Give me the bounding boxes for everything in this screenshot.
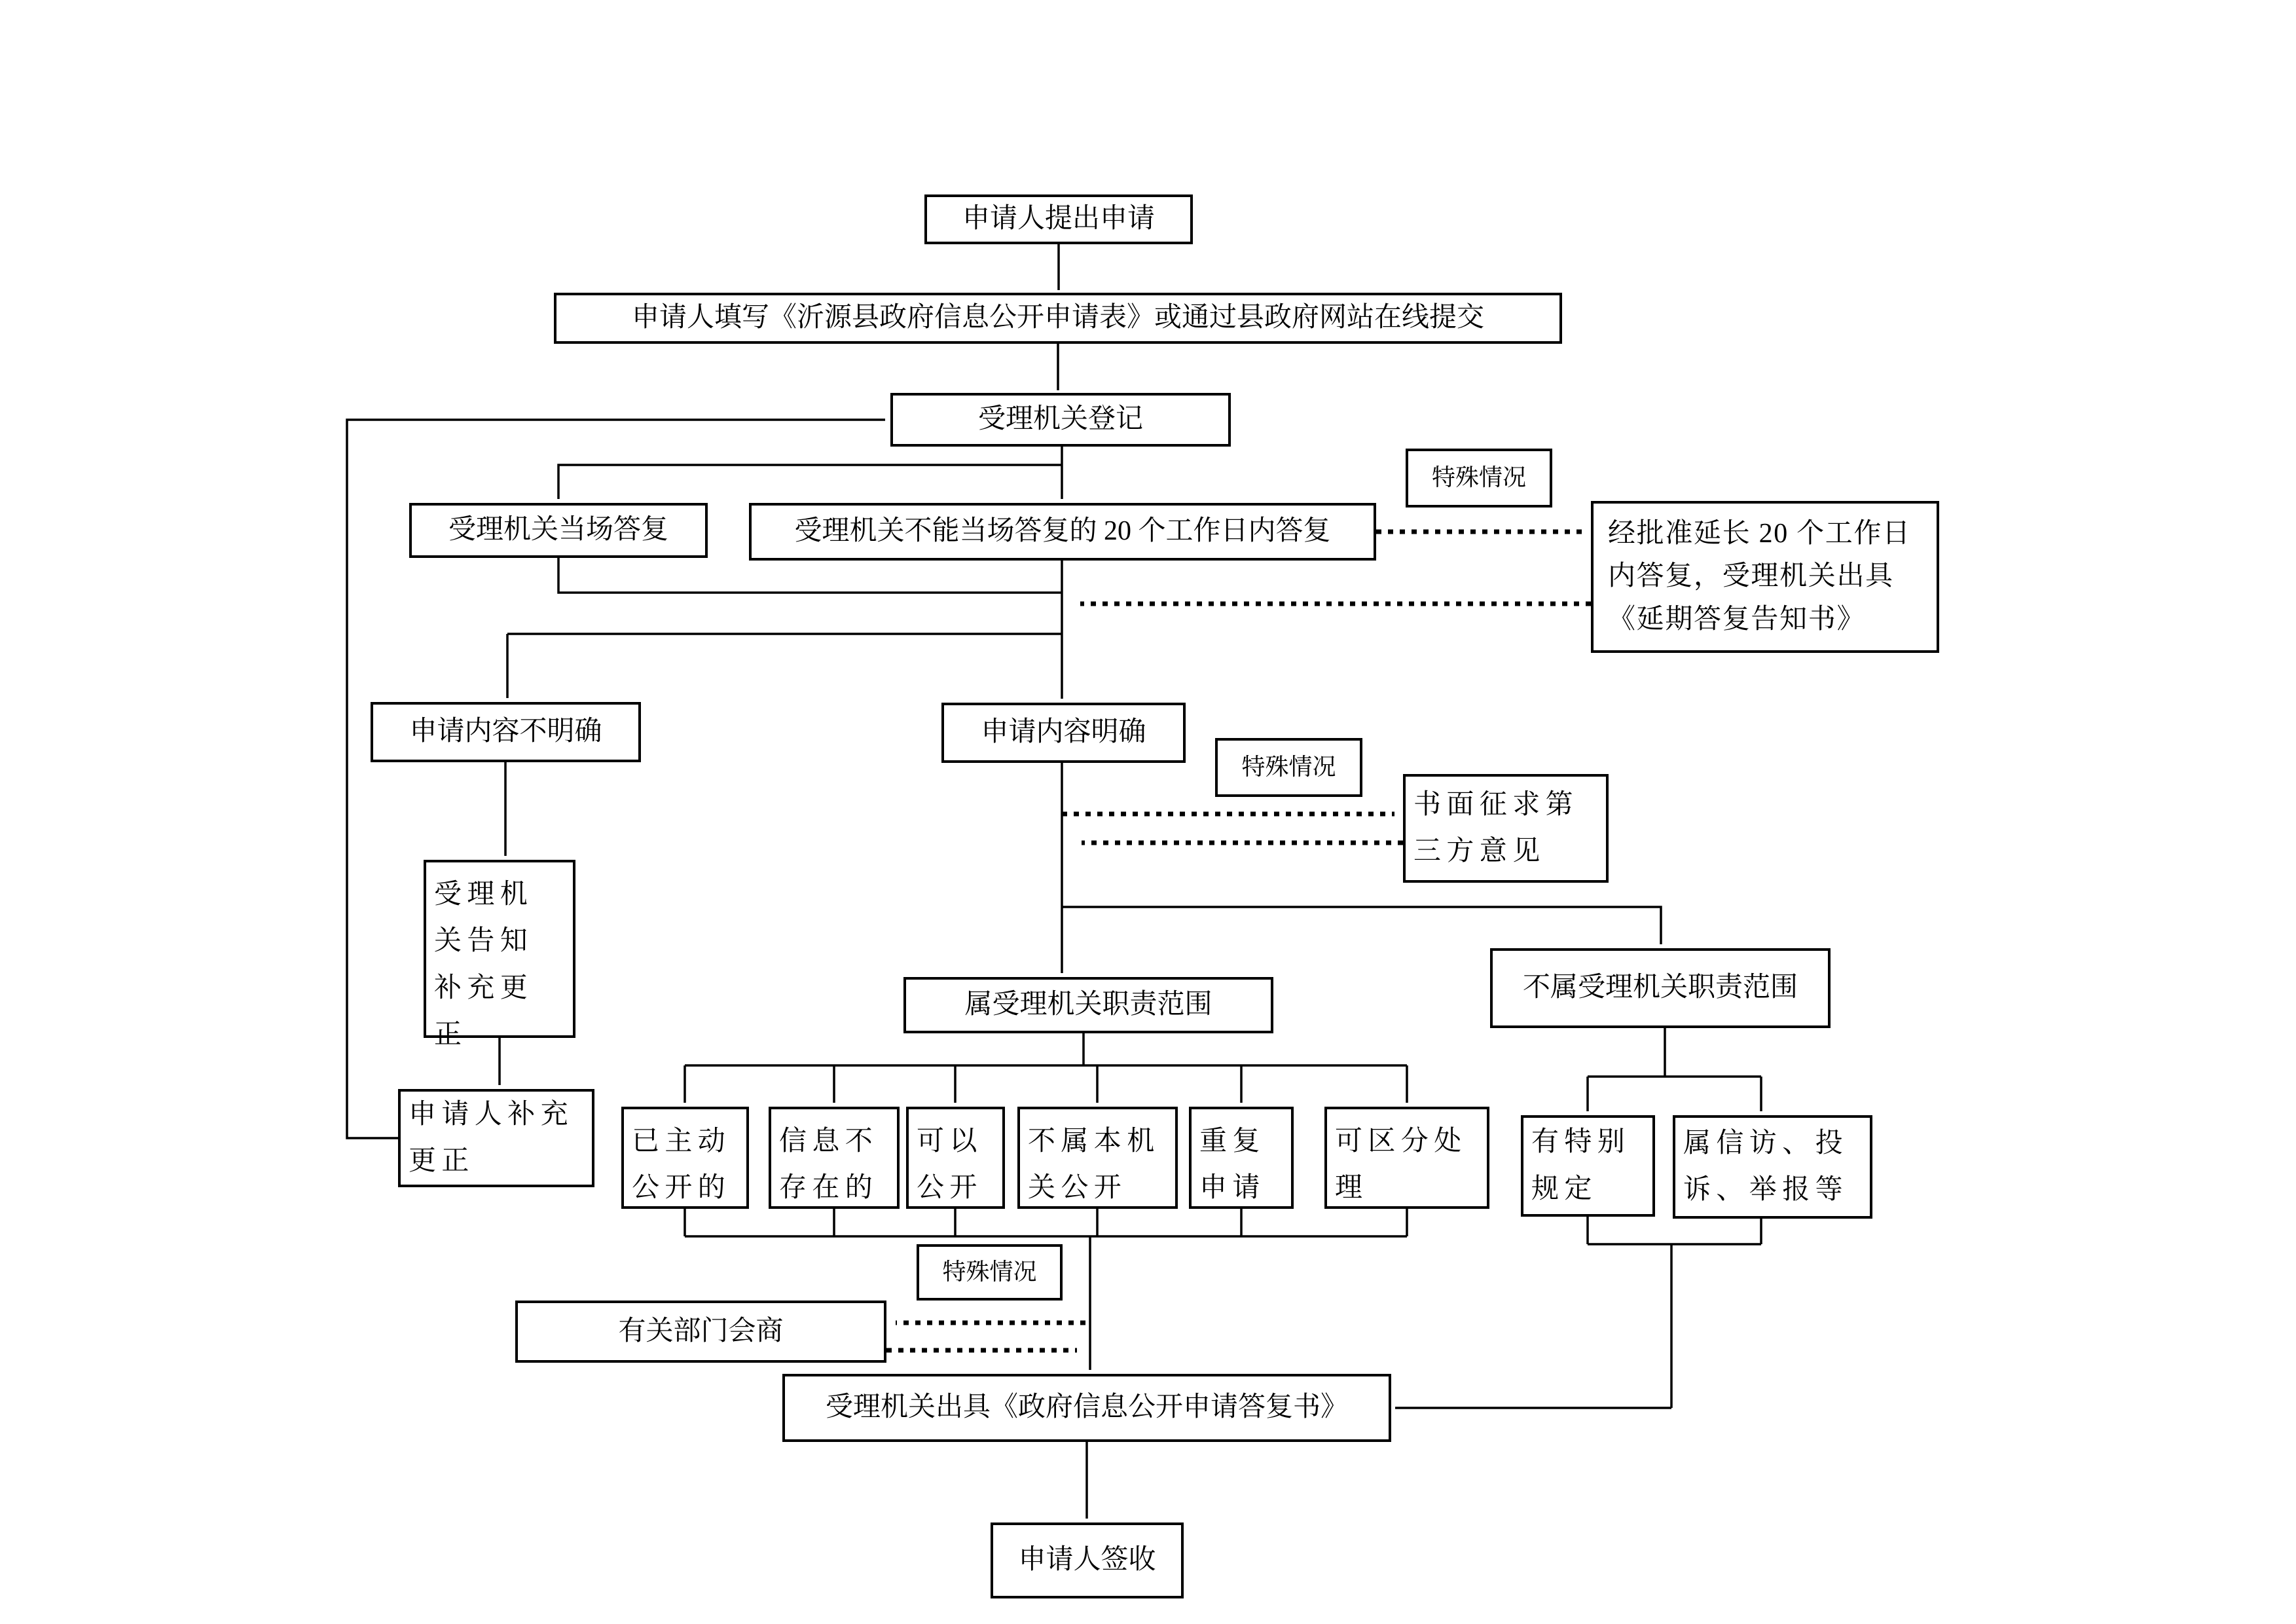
node-applicant-supplement: 申请人补充更正 <box>398 1089 594 1187</box>
node-onspot-reply: 受理机关当场答复 <box>409 503 708 558</box>
node-separable-handling: 可区分处理 <box>1324 1107 1489 1209</box>
node-petition-complaint: 属信访、投诉、举报等 <box>1673 1115 1872 1219</box>
arrow-registry-to-onspot-reply <box>558 465 1062 499</box>
node-repeat-apply: 重复申请 <box>1189 1107 1294 1209</box>
node-outside-scope: 不属受理机关职责范围 <box>1490 948 1831 1028</box>
node-reply-20days: 受理机关不能当场答复的 20 个工作日内答复 <box>749 503 1376 561</box>
node-content-clear: 申请内容明确 <box>941 703 1186 763</box>
node-third-party-opinion: 书面征求第三方意见 <box>1403 774 1609 883</box>
label-special-case-1: 特殊情况 <box>1406 449 1552 507</box>
node-can-public: 可以公开 <box>906 1107 1005 1209</box>
node-registry: 受理机关登记 <box>890 393 1231 447</box>
node-info-not-exist: 信息不存在的 <box>769 1107 900 1209</box>
node-notify-supplement: 受理机关告知补充更正 <box>424 860 575 1038</box>
node-issue-reply: 受理机关出具《政府信息公开申请答复书》 <box>782 1374 1391 1442</box>
node-fill-form: 申请人填写《沂源县政府信息公开申请表》或通过县政府网站在线提交 <box>554 293 1562 344</box>
node-content-unclear: 申请内容不明确 <box>371 702 641 762</box>
label-special-case-2: 特殊情况 <box>1215 738 1362 797</box>
node-special-rules: 有特别规定 <box>1521 1115 1655 1217</box>
node-already-public: 已主动公开的 <box>621 1107 749 1209</box>
arrow-clear-to-outside-scope <box>1062 907 1661 944</box>
node-within-scope: 属受理机关职责范围 <box>903 977 1273 1033</box>
line-onspot-merge-stub <box>558 558 1062 593</box>
node-applicant-sign: 申请人签收 <box>991 1522 1184 1598</box>
label-special-case-3: 特殊情况 <box>917 1244 1063 1301</box>
node-applicant-submit: 申请人提出申请 <box>924 194 1193 244</box>
node-not-this-org: 不属本机关公开 <box>1017 1107 1178 1209</box>
node-dept-consultation: 有关部门会商 <box>515 1301 886 1363</box>
node-extend-20days: 经批准延长 20 个工作日内答复，受理机关出具《延期答复告知书》 <box>1591 501 1939 653</box>
